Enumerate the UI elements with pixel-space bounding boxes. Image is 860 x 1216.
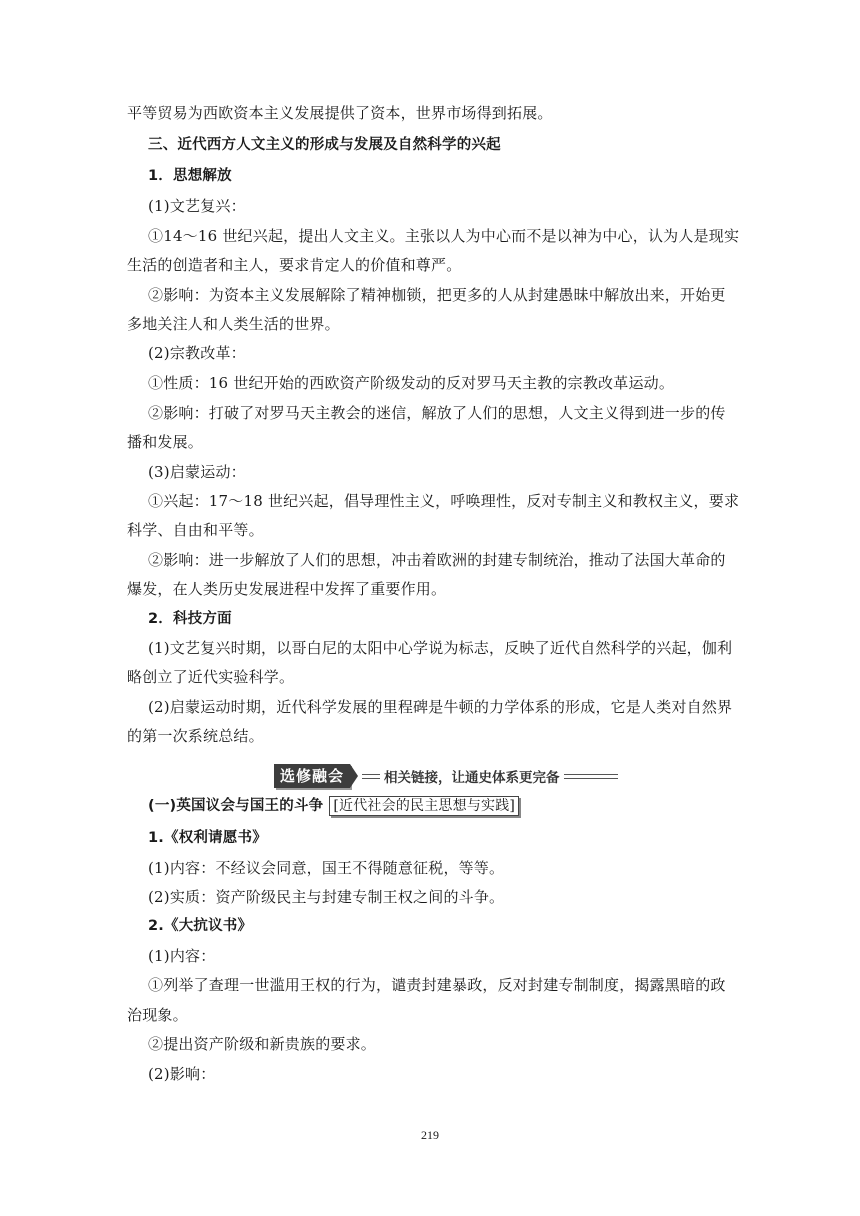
paragraph-line: (2)影响：	[148, 1065, 216, 1083]
page-number: 219	[421, 1128, 439, 1142]
topic-tag: [近代社会的民主思想与实践]	[329, 796, 519, 816]
paragraph-line: ①兴起：17～18 世纪兴起，倡导理性主义，呼唤理性，反对专制主义和教权主义，要求	[148, 492, 740, 510]
paragraph-line: (2)宗教改革：	[148, 344, 246, 362]
banner-text: 相关链接，让通史体系更完备	[384, 770, 560, 786]
paragraph-line: (2)启蒙运动时期，近代科学发展的里程碑是牛顿的力学体系的形成，它是人类对自然界	[148, 698, 733, 716]
paragraph-line: 科学、自由和平等。	[127, 521, 264, 539]
subsection-heading: 1.《权利请愿书》	[148, 830, 267, 846]
paragraph-line: 多地关注人和人类生活的世界。	[127, 315, 340, 333]
paragraph-line: (1)内容：不经议会同意，国王不得随意征税，等等。	[148, 859, 505, 877]
paragraph-line: (2)实质：资产阶级民主与封建专制王权之间的斗争。	[148, 888, 505, 906]
banner-divider	[362, 774, 380, 779]
paragraph-line: 略创立了近代实验科学。	[127, 668, 295, 686]
paragraph-line: 平等贸易为西欧资本主义发展提供了资本，世界市场得到拓展。	[127, 104, 553, 122]
subsection-heading: 2.《大抗议书》	[148, 918, 253, 934]
paragraph-line: ②提出资产阶级和新贵族的要求。	[148, 1035, 377, 1053]
subsection-heading: 1．思想解放	[148, 168, 232, 184]
paragraph-line: ①性质：16 世纪开始的西欧资产阶级发动的反对罗马天主教的宗教改革运动。	[148, 374, 675, 392]
section-heading	[148, 796, 737, 816]
section-title: (一)英国议会与国王的斗争	[148, 798, 324, 814]
banner-label: 选修融会	[274, 764, 350, 788]
paragraph-line: 生活的创造者和主人，要求肯定人的价值和尊严。	[127, 256, 462, 274]
section-heading: 三、近代西方人文主义的形成与发展及自然科学的兴起	[148, 137, 501, 153]
paragraph-line: (1)文艺复兴：	[148, 197, 246, 215]
section-banner	[274, 764, 618, 788]
paragraph-line: 的第一次系统总结。	[127, 727, 264, 745]
paragraph-line: ①列举了查理一世滥用王权的行为，谴责封建暴政，反对封建专制制度，揭露黑暗的政	[148, 976, 726, 994]
paragraph-line: (3)启蒙运动：	[148, 463, 246, 481]
paragraph-line: ①14～16 世纪兴起，提出人文主义。主张以人为中心而不是以神为中心，认为人是现实	[148, 227, 740, 245]
paragraph-line: 爆发，在人类历史发展进程中发挥了重要作用。	[127, 580, 447, 598]
paragraph-line: 治现象。	[127, 1006, 188, 1024]
paragraph-line: ②影响：进一步解放了人们的思想，冲击着欧洲的封建专制统治，推动了法国大革命的	[148, 551, 726, 569]
paragraph-line: ②影响：打破了对罗马天主教会的迷信，解放了人们的思想，人文主义得到进一步的传	[148, 404, 726, 422]
paragraph-line: ②影响：为资本主义发展解除了精神枷锁，把更多的人从封建愚昧中解放出来，开始更	[148, 286, 726, 304]
banner-divider	[564, 774, 618, 779]
paragraph-line: (1)文艺复兴时期，以哥白尼的太阳中心学说为标志，反映了近代自然科学的兴起，伽利	[148, 639, 733, 657]
paragraph-line: 播和发展。	[127, 433, 204, 451]
paragraph-line: (1)内容：	[148, 947, 216, 965]
subsection-heading: 2．科技方面	[148, 611, 232, 627]
banner-arrow-icon	[350, 764, 358, 788]
